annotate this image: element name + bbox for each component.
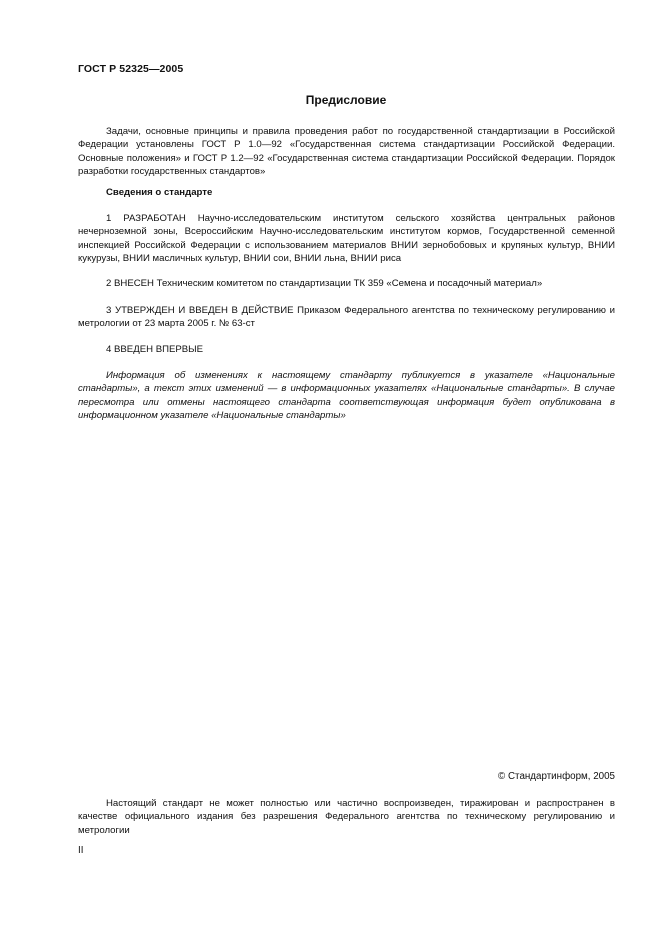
info-item-submitted: 2 ВНЕСЕН Техническим комитетом по стандартизации ТК 359 «Семена и посадочный материал»: [106, 278, 543, 289]
standard-code-header: ГОСТ Р 52325—2005: [78, 63, 184, 75]
info-item-approved: 3 УТВЕРЖДЕН И ВВЕДЕН В ДЕЙСТВИЕ Приказом Федерального агентства по техническому регулированию и метрологии от 23 марта 2005 г. № 63-ст: [78, 305, 615, 330]
page-number: II: [78, 845, 84, 856]
page-title: Предисловие: [305, 93, 387, 107]
section-heading: Сведения о стандарте: [106, 187, 213, 198]
legal-notice-paragraph: Настоящий стандарт не может полностью или частично воспроизведен, тиражирован и распространен в качестве официального издания без разрешения Федерального агентства по техническому регулированию и метрологии: [78, 798, 615, 836]
info-item-developed: 1 РАЗРАБОТАН Научно-исследовательским институтом сельского хозяйства центральных районов нечерноземной зоны, Всероссийским Научно-исследовательским институтом кормов, Государственной семенной инспекцией Российской Федерации с использованием материалов ВНИИ зернобобовых и крупяных культур, ВНИИ кукурузы, ВНИИ масличных культур, ВНИИ сои, ВНИИ льна, ВНИИ риса: [78, 213, 615, 265]
copyright-notice: © Стандартинформ, 2005: [498, 771, 615, 782]
info-note-paragraph: Информация об изменениях к настоящему стандарту публикуется в указателе «Национальные стандарты», а текст этих изменений — в информационных указателях «Национальные стандарты». В случае пересмотра или отмены настоящего стандарта соответствующая информация будет опубликована в информационном указателе «Национальные стандарты»: [78, 370, 615, 422]
info-item-introduced: 4 ВВЕДЕН ВПЕРВЫЕ: [106, 344, 204, 355]
intro-paragraph: Задачи, основные принципы и правила проведения работ по государственной стандартизации в Российской Федерации установлены ГОСТ Р 1.0—92 «Государственная система стандартизации Российской Федерации. Основные положения» и ГОСТ Р 1.2—92 «Государственная система стандартизации Российской Федерации. Порядок разработки государственных стандартов»: [78, 126, 615, 178]
